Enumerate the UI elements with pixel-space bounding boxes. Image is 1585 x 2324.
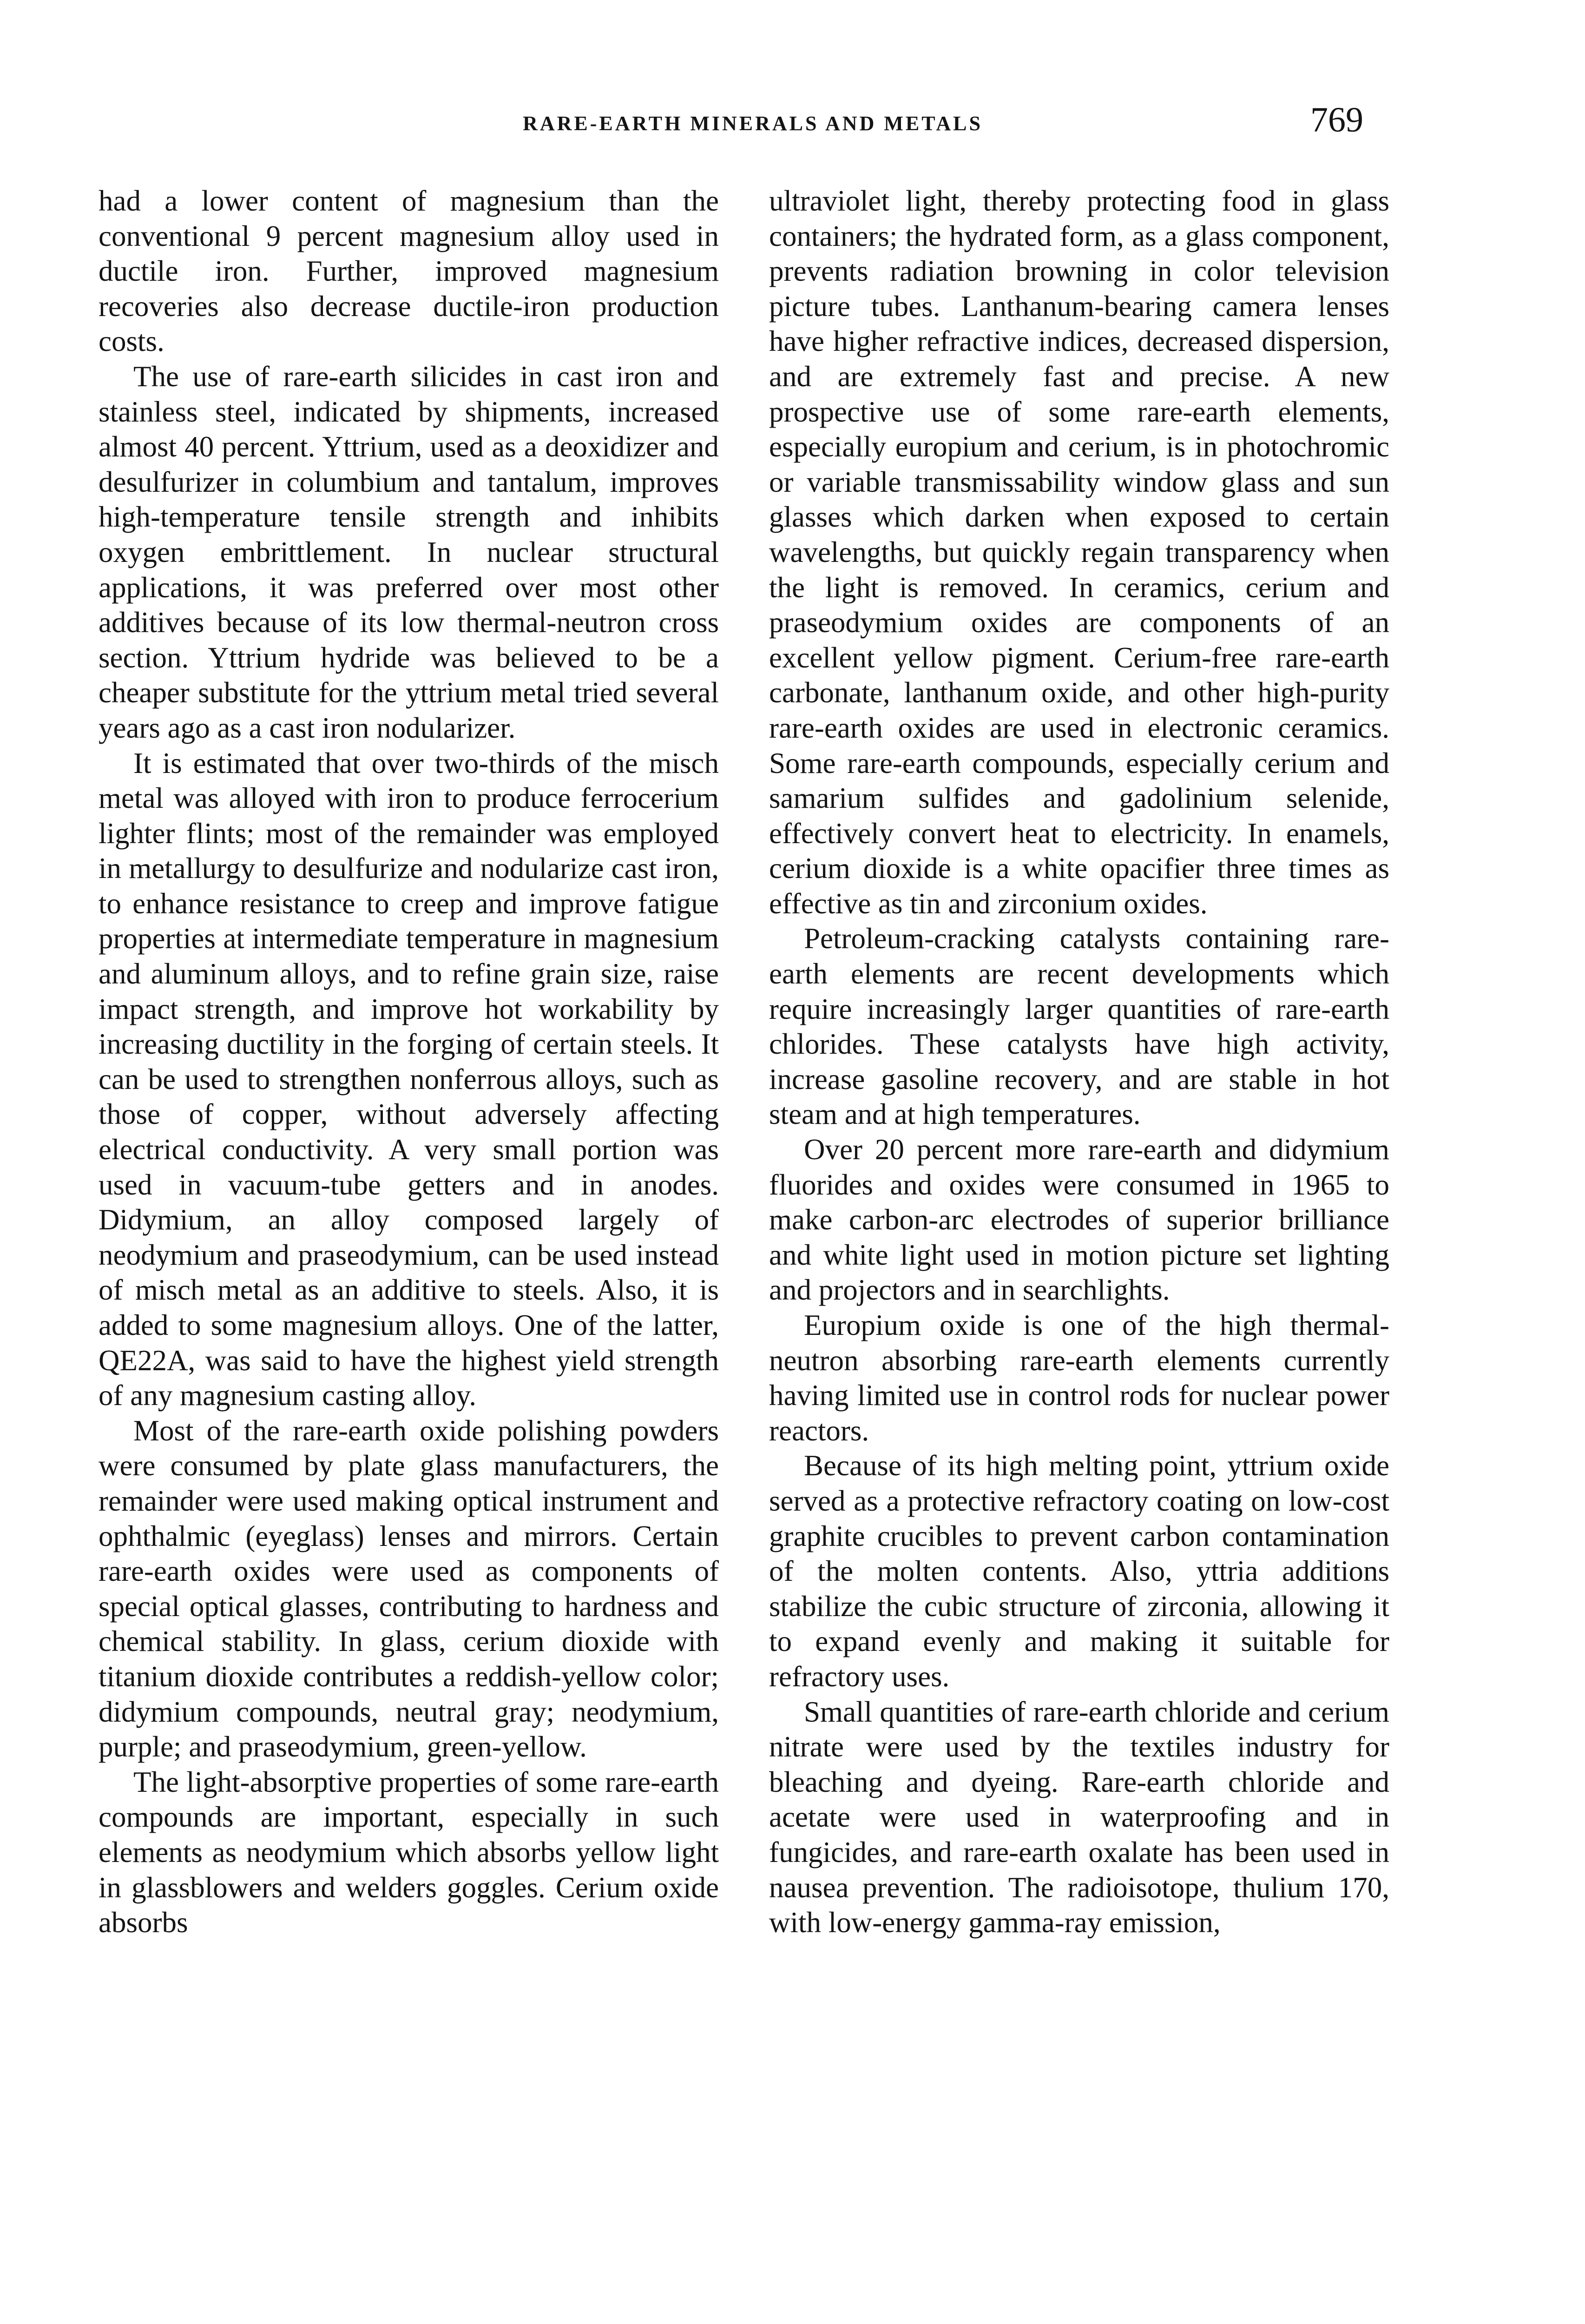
paragraph: had a lower content of magnesium than the conventional 9 percent magnesium alloy used in ductile iron. Further, improved magnesium recoveries also decrease ductile-iron production costs.: [99, 185, 719, 358]
page-number: 769: [1310, 100, 1363, 139]
paragraph: Europium oxide is one of the high thermal-neutron absorbing rare-earth elements currently having limited use in control rods for nuclear power reactors.: [769, 1309, 1389, 1447]
paragraph: Small quantities of rare-earth chloride and cerium nitrate were used by the textiles industry for bleaching and dyeing. Rare-earth chloride and acetate were used in waterproofing and in fungicides, and rare-earth oxalate has been used in nausea prevention. The radioisotope, thulium 170, with low-energy gamma-ray emission,: [769, 1695, 1389, 1939]
paragraph: Over 20 percent more rare-earth and didymium fluorides and oxides were consumed in 1965 to make carbon-arc electrodes of superior brilliance and white light used in motion picture set lighting and projectors and in searchlights.: [769, 1133, 1389, 1307]
paragraph: Most of the rare-earth oxide polishing powders were consumed by plate glass manufacturers, the remainder were used making optical instrument and ophthalmic (eyeglass) lenses and mirrors. Certain rare-earth oxides were used as components of special optical glasses, contributing to hardness and chemical stability. In glass, cerium dioxide with titanium dioxide contributes a reddish-yellow color; didymium compounds, neutral gray; neodymium, purple; and praseodymium, green-yellow.: [99, 1414, 719, 1763]
paragraph: Because of its high melting point, yttrium oxide served as a protective refractory coating on low-cost graphite crucibles to prevent carbon contamination of the molten contents. Also, yttria additions stabilize the cubic structure of zirconia, allowing it to expand evenly and making it suitable for refractory uses.: [769, 1449, 1389, 1693]
running-title: RARE-EARTH MINERALS AND METALS: [523, 112, 983, 135]
right-column: [769, 184, 1389, 1941]
paragraph: The use of rare-earth silicides in cast iron and stainless steel, indicated by shipments, increased almost 40 percent. Yttrium, used as a deoxidizer and desulfurizer in columbium and tantalum, improves high-temperature tensile strength and inhibits oxygen embrittlement. In nuclear structural applications, it was preferred over most other additives because of its low thermal-neutron cross section. Yttrium hydride was believed to be a cheaper substitute for the yttrium metal tried several years ago as a cast iron nodularizer.: [99, 360, 719, 744]
paragraph: Petroleum-cracking catalysts containing rare-earth elements are recent developments which require increasingly larger quantities of rare-earth chlorides. These catalysts have high activity, increase gasoline recovery, and are stable in hot steam and at high temperatures.: [769, 922, 1389, 1131]
paragraph: The light-absorptive properties of some rare-earth compounds are important, especially in such elements as neodymium which absorbs yellow light in glassblowers and welders goggles. Cerium oxide absorbs: [99, 1765, 719, 1939]
paragraph: It is estimated that over two-thirds of the misch metal was alloyed with iron to produce ferrocerium lighter flints; most of the remainder was employed in metallurgy to desulfurize and nodularize cast iron, to enhance resistance to creep and improve fatigue properties at intermediate temperature in magnesium and aluminum alloys, and to refine grain size, raise impact strength, and improve hot workability by increasing ductility in the forging of certain steels. It can be used to strengthen nonferrous alloys, such as those of copper, without adversely affecting electrical conductivity. A very small portion was used in vacuum-tube getters and in anodes. Didymium, an alloy composed largely of neodymium and praseodymium, can be used instead of misch metal as an additive to steels. Also, it is added to some magnesium alloys. One of the latter, QE22A, was said to have the highest yield strength of any magnesium casting alloy.: [99, 746, 719, 1412]
paragraph: ultraviolet light, thereby protecting food in glass containers; the hydrated form, as a glass component, prevents radiation browning in color television picture tubes. Lanthanum-bearing camera lenses have higher refractive indices, decreased dispersion, and are extremely fast and precise. A new prospective use of some rare-earth elements, especially europium and cerium, is in photochromic or variable transmissability window glass and sun glasses which darken when exposed to certain wavelengths, but quickly regain transparency when the light is removed. In ceramics, cerium and praseodymium oxides are components of an excellent yellow pigment. Cerium-free rare-earth carbonate, lanthanum oxide, and other high-purity rare-earth oxides are used in electronic ceramics. Some rare-earth compounds, especially cerium and samarium sulfides and gadolinium selenide, effectively convert heat to electricity. In enamels, cerium dioxide is a white opacifier three times as effective as tin and zirconium oxides.: [769, 185, 1389, 920]
left-column: [99, 184, 719, 1941]
